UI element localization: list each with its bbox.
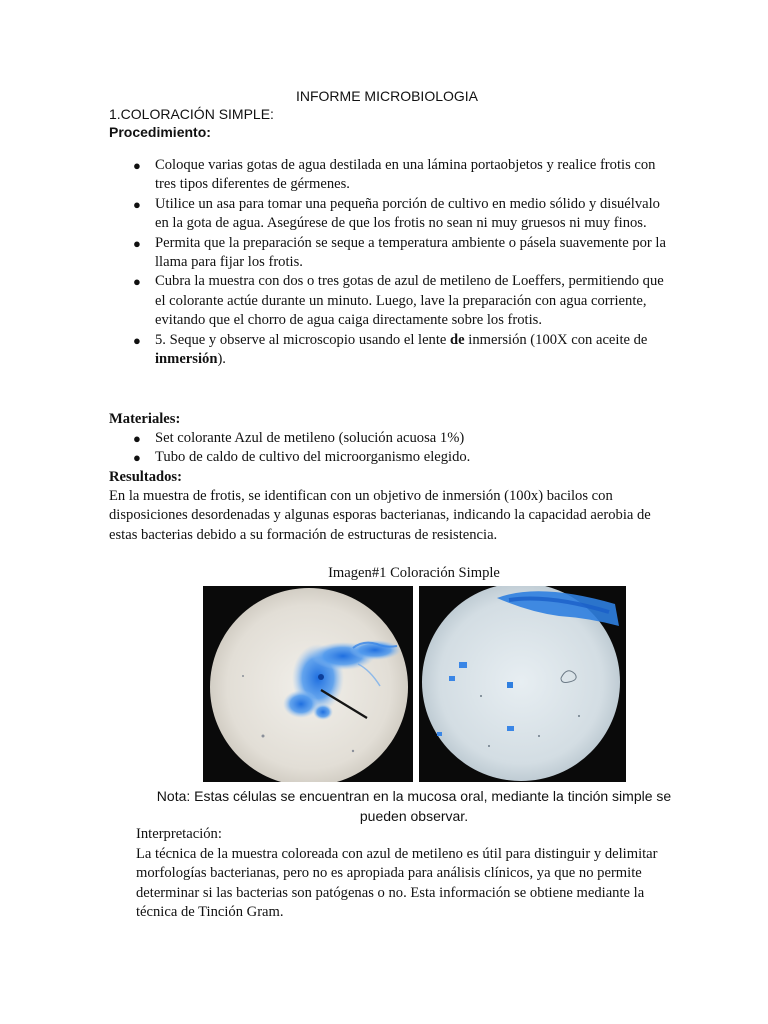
- micrograph-oral-mucosa: [203, 586, 413, 782]
- bullet-icon: ●: [133, 431, 141, 446]
- procedure-step: ● Permita que la preparación se seque a temperatura ambiente o pásela suavemente por la llama para fijar los frotis.: [133, 234, 666, 271]
- note-paragraph: Nota: Estas células se encuentran en la mucosa oral, mediante la tinción simple se pueden observar.: [156, 788, 672, 824]
- image-caption: Imagen#1 Coloración Simple: [328, 565, 500, 581]
- micrograph-image-2: [418, 586, 626, 782]
- materials-list: [131, 429, 676, 468]
- bullet-icon: ●: [133, 235, 141, 251]
- results-paragraph: En la muestra de frotis, se identifican con un objetivo de inmersión (100x) bacilos con disposiciones desordenadas y algunas esporas bacterianas, indicando la capacidad aerobia de estas bacterias debido a su formación de estructuras de resistencia.: [109, 488, 651, 543]
- materials-heading: Materiales:: [109, 411, 181, 427]
- procedure-step: ● Cubra la muestra con dos o tres gotas de azul de metileno de Loeffers, permitiendo que el colorante actúe durante un minuto. Luego, lave la preparación con agua corriente, evitando que el chorro de agua caiga directamente sobre los frotis.: [133, 273, 664, 329]
- procedure-heading: Procedimiento:: [109, 124, 211, 140]
- micrograph-bacteria: [418, 586, 626, 782]
- bullet-icon: ●: [133, 196, 141, 212]
- procedure-step: ● Coloque varias gotas de agua destilada en una lámina portaobjetos y realice frotis con tres tipos diferentes de gérmenes.: [133, 157, 656, 193]
- bullet-icon: ●: [133, 450, 141, 466]
- procedure-step: ● 5. Seque y observe al microscopio usando el lente de inmersión (100X con aceite de inmersión).: [133, 331, 648, 368]
- micrograph-image-1: [203, 586, 413, 782]
- report-title: INFORME MICROBIOLOGIA: [295, 88, 478, 104]
- procedure-step: ● Utilice un asa para tomar una pequeña porción de cultivo en medio sólido y disuélvalo en la gota de agua. Asegúrese de que los frotis no sean ni muy gruesos ni muy finos.: [133, 195, 660, 232]
- materials-item: ● Set colorante Azul de metileno (solución acuosa 1%): [131, 429, 676, 448]
- interpretation-paragraph: La técnica de la muestra coloreada con azul de metileno es útil para distinguir y delimitar morfologías bacterianas, pero no es apropiada para análisis clínicos, ya que no permite determinar si las bacterias son patógenas o no. Esta información se obtiene mediante la técnica de Tinción Gram.: [136, 846, 658, 921]
- section-heading: 1.COLORACIÓN SIMPLE:: [109, 106, 274, 122]
- results-heading: Resultados:: [109, 469, 182, 485]
- bullet-icon: ●: [133, 274, 141, 290]
- interpretation-heading: Interpretación:: [136, 826, 222, 842]
- bullet-icon: ●: [133, 332, 141, 348]
- procedure-list: [131, 156, 676, 369]
- materials-item: ● Tubo de caldo de cultivo del microorganismo elegido.: [131, 448, 676, 467]
- bullet-icon: ●: [133, 158, 141, 173]
